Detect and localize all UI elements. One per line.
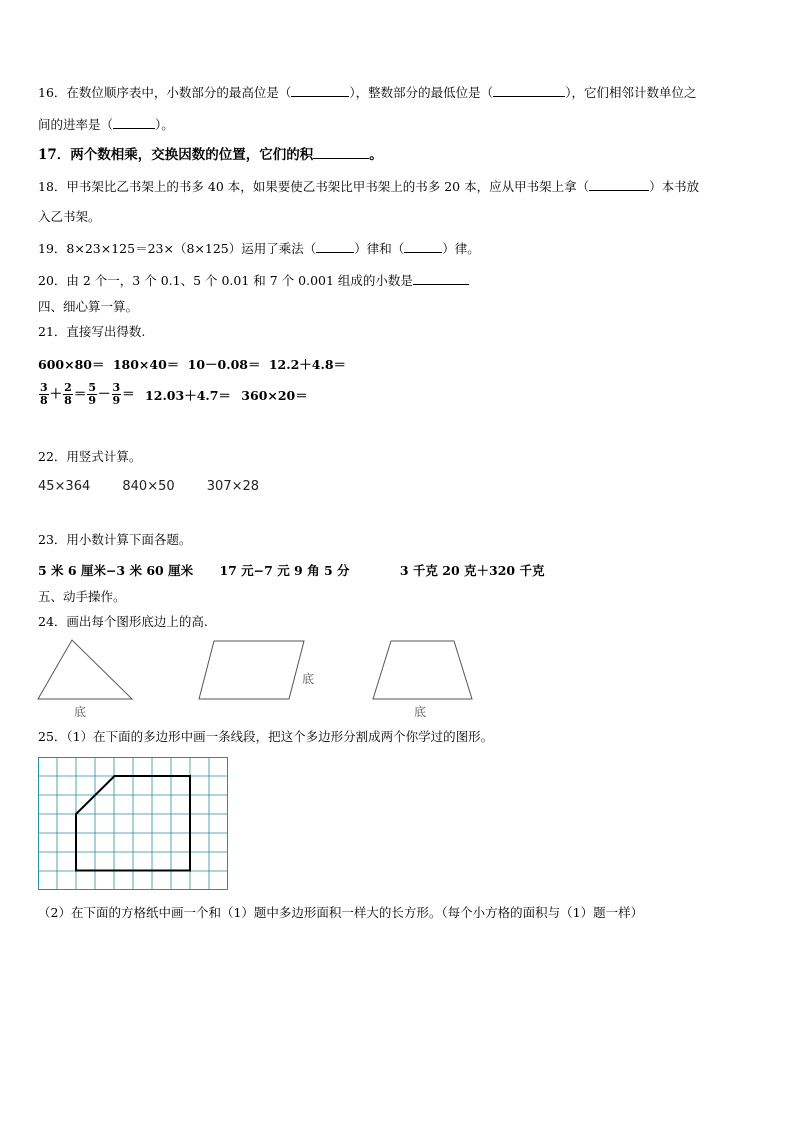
q21-equals-sign-1: ＝ xyxy=(73,386,87,401)
q23-item-1: 5 米 6 厘米−3 米 60 厘米 xyxy=(38,563,194,578)
q23-item-3: 3 千克 20 克＋320 千克 xyxy=(399,563,545,578)
q16-text-1: 16．在数位顺序表中，小数部分的最高位是（ xyxy=(38,85,292,100)
q21-expr-2: 180×40＝ xyxy=(112,357,180,372)
q17-end: 。 xyxy=(369,147,383,163)
q23-title: 23．用小数计算下面各题。 xyxy=(38,532,192,547)
q20-text: 20．由 2 个一，3 个 0.1、5 个 0.01 和 7 个 0.001 组成的小数是 xyxy=(38,273,413,288)
q21-expr-1: 600×80＝ xyxy=(38,357,105,372)
q21-expr-4: 12.2＋4.8＝ xyxy=(268,357,347,372)
q18-text-2: ）本书放 xyxy=(649,179,700,194)
q25-part2: （2）在下面的方格纸中画一个和（1）题中多边形面积一样大的长方形。（每个小方格的面积与（1）题一样） xyxy=(38,905,644,920)
q19-text-1: 19．8×23×125＝23×（8×125）运用了乘法（ xyxy=(38,241,317,256)
trapezoid-shape[interactable] xyxy=(373,641,472,699)
q21-fraction-3: $\frac{5}{9}$ xyxy=(88,381,96,407)
q19-text-3: ）律。 xyxy=(442,241,480,256)
q22-item-1: 45×364 xyxy=(38,479,91,494)
q22-item-3: 307×28 xyxy=(206,479,260,494)
q21-fraction-1: $\frac{3}{8}$ xyxy=(40,381,48,407)
q21-expr-3: 10－0.08＝ xyxy=(187,357,261,372)
parallelogram-shape[interactable] xyxy=(199,641,304,699)
q21-expr-6: 360×20＝ xyxy=(241,387,308,403)
q16-text-5: ）。 xyxy=(155,117,174,132)
q18-text-1: 18．甲书架比乙书架上的书多 40 本，如果要使乙书架比甲书架上的书多 20 本，应从甲书架上拿（ xyxy=(38,179,590,194)
section-5-heading: 五、动手操作。 xyxy=(38,589,126,604)
q21-equals-sign-2: ＝ xyxy=(122,386,135,401)
triangle-shape[interactable] xyxy=(38,640,132,699)
q17-text: 17．两个数相乘，交换因数的位置，它们的积 xyxy=(38,147,314,163)
q16-text-2: ），整数部分的最低位是（ xyxy=(349,85,494,100)
q21-expr-5: 12.03＋4.7＝ xyxy=(145,387,231,403)
section-4-heading: 四、细心算一算。 xyxy=(38,299,139,314)
q18-text-3: 入乙书架。 xyxy=(38,209,101,224)
q21-plus-sign: ＋ xyxy=(49,386,63,401)
square-grid[interactable] xyxy=(38,757,229,890)
q23-item-2: 17 元−7 元 9 角 5 分 xyxy=(219,563,350,578)
q21-minus-sign: － xyxy=(98,386,111,401)
parallelogram-base-label: 底 xyxy=(302,672,315,686)
q21-title: 21．直接写出得数. xyxy=(38,324,146,339)
q25-part1: 25．（1）在下面的多边形中画一条线段，把这个多边形分割成两个你学过的图形。 xyxy=(38,729,494,744)
q21-fraction-4: $\frac{3}{9}$ xyxy=(112,381,121,407)
q16-text-3: ），它们相邻计数单位之 xyxy=(565,85,697,100)
q24-title: 24．画出每个图形底边上的高. xyxy=(38,614,208,629)
q21-fraction-2: $\frac{2}{8}$ xyxy=(64,381,72,407)
q22-item-2: 840×50 xyxy=(122,479,175,494)
q16-text-4: 间的进率是（ xyxy=(38,117,114,132)
q19-text-2: ）律和（ xyxy=(354,241,405,256)
triangle-base-label: 底 xyxy=(74,705,87,719)
trapezoid-base-label: 底 xyxy=(414,705,427,719)
q22-title: 22．用竖式计算。 xyxy=(38,449,142,464)
